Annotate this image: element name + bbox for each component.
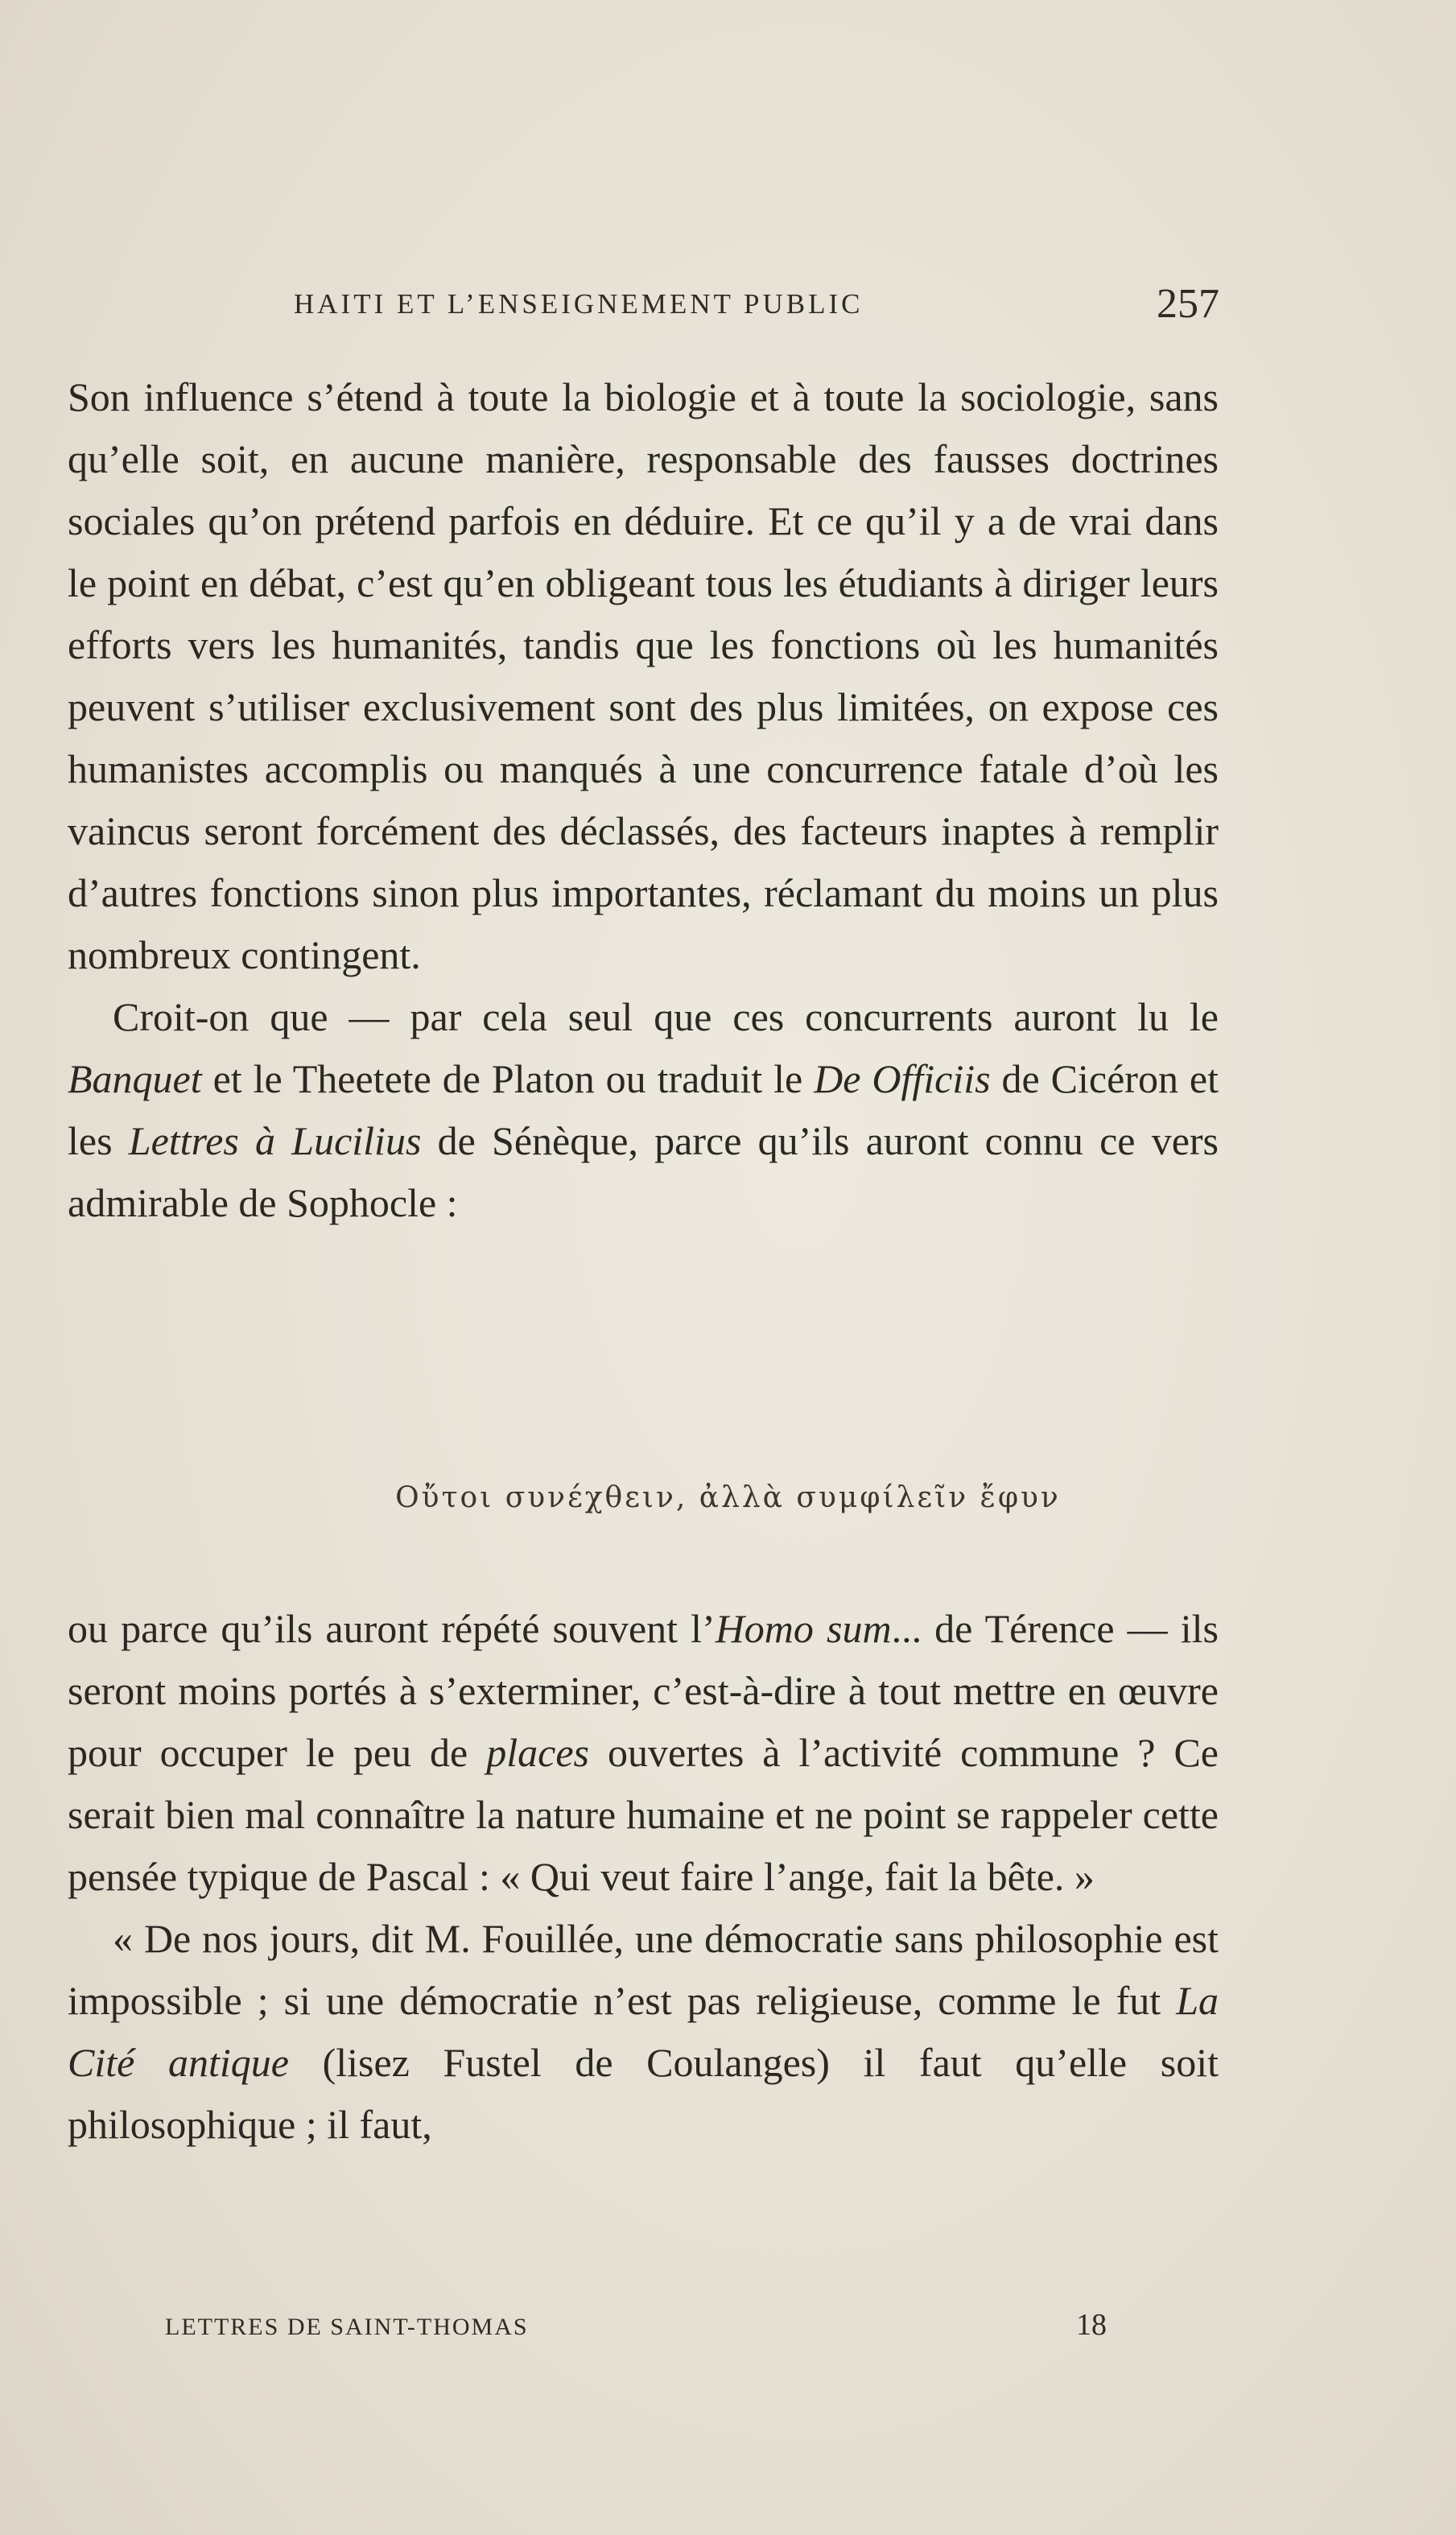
body-text-upper	[68, 366, 1219, 1234]
italic-title: Lettres à Lucilius	[128, 1118, 422, 1163]
greek-quote: Οὔτοι συνέχθειν, ἀλλὰ συμφίλεῖν ἔφυν	[395, 1481, 1061, 1514]
paragraph	[68, 366, 1219, 986]
italic-title: Homo sum	[715, 1606, 892, 1651]
text-segment: ouvertes à l’activité commune ? Ce serait bien mal connaître la nature humaine et ne point se rappeler cette pensée typique de Pascal : « Qui veut faire l’ange, fait la bête. »	[68, 1730, 1219, 1899]
paragraph	[68, 1598, 1219, 1908]
text-segment: Son influence s’étend à toute la biologie et à toute la sociologie, sans qu’elle soit, en aucune manière, responsable des fausses doctrines sociales qu’on prétend parfois en déduire. Et ce qu’il y a de vrai dans le point en débat, c’est qu’en obligeant tous les étudiants à diriger leurs efforts vers les humanités, tandis que les fonctions où les humanités peuvent s’utiliser exclusivement sont des plus limitées, on expose ces humanistes accomplis ou manqués à une concurrence fatale d’où les vaincus seront forcément des déclassés, des facteurs inaptes à remplir d’autres fonctions sinon plus importantes, réclamant du moins un plus nombreux contingent.	[68, 374, 1219, 977]
text-segment: (lisez Fustel de Coulanges) il faut qu’elle soit philosophique ; il faut,	[68, 2040, 1219, 2147]
text-segment: « De nos jours, dit M. Fouillée, une démocratie sans philosophie est impossible ; si une démocratie n’est pas religieuse, comme le fut	[68, 1916, 1219, 2023]
text-segment: ou parce qu’ils auront répété souvent l’	[68, 1606, 716, 1651]
signature-mark: 18	[1076, 2308, 1107, 2342]
running-head: HAITI ET L’ENSEIGNEMENT PUBLIC	[294, 288, 864, 320]
italic-word: places	[486, 1730, 589, 1775]
paragraph	[68, 1908, 1219, 2156]
page-header	[294, 283, 1219, 332]
text-segment: ... de Térence — ils seront moins portés à s’exterminer, c’est-à-dire à tout mettre en œuvre pour occuper le peu de	[68, 1606, 1219, 1775]
page-footer	[165, 2310, 1107, 2351]
page-number: 257	[1157, 281, 1219, 327]
italic-title: Banquet	[68, 1056, 202, 1101]
footer-title: LETTRES DE SAINT-THOMAS	[165, 2314, 529, 2340]
text-segment: de Cicéron et les	[68, 1056, 1219, 1163]
italic-title: De Officiis	[814, 1056, 991, 1101]
paragraph	[68, 986, 1219, 1234]
text-segment: et le Theetete de Platon ou traduit le	[201, 1056, 815, 1101]
body-text-lower	[68, 1598, 1219, 2156]
text-segment: de Sénèque, parce qu’ils auront connu ce vers admirable de Sophocle :	[68, 1118, 1219, 1225]
text-segment: Croit-on que — par cela seul que ces concurrents auront lu le	[113, 994, 1219, 1039]
italic-title: La Cité antique	[68, 1978, 1219, 2085]
